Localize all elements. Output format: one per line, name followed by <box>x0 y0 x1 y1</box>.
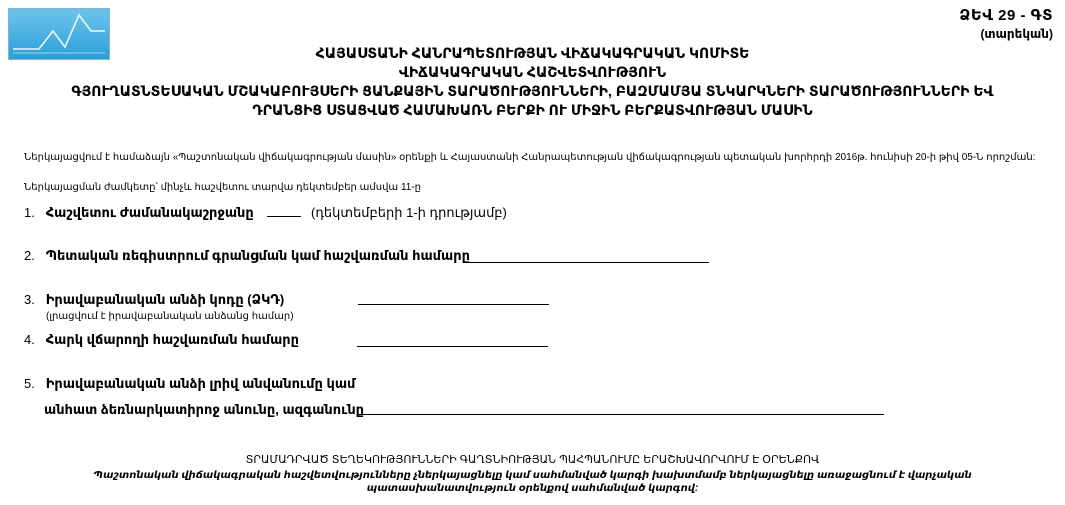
confidentiality-notice: ՏՐԱՄԱԴՐՎԱԾ ՏԵՂԵԿՈՒԹՅՈՒՆՆԵՐԻ ԳԱՂՏՆԻՈՒԹՅԱՆ ՊԱՀՊԱՆՈՒՄԸ ԵՐԱՇԽԱՎՈՐՎՈՒՄ Է ՕՐԵՆՔՈՎ <box>245 454 820 466</box>
item-number: 4. <box>24 332 35 347</box>
item-reporting-period <box>24 205 507 221</box>
liability-warning: Պաշտոնական վիճակագրական հաշվետվությունները չներկայացնելը կամ սահմանված կարգի խախտմամբ ներկայացնելը առաջացնում է վարչական պատասխանատվություն օրենքով սահմանված կարգով: <box>93 470 972 494</box>
legal-entity-code-note: (լրացվում է իրավաբանական անձանց համար) <box>46 311 294 322</box>
header-line-4: ԴՐԱՆՑԻՑ ՍՏԱՑՎԱԾ ՀԱՄԱԽԱՌՆ ԲԵՐՔԻ ՈՒ ՄԻՋԻՆ ԲԵՐՔԱՏՎՈՒԹՅԱՆ ՄԱՍԻՆ <box>252 102 813 118</box>
legal-entity-code-field[interactable] <box>358 304 549 305</box>
page-title <box>0 44 1065 120</box>
item-number: 2. <box>24 248 35 263</box>
form-period: (տարեկան) <box>980 27 1053 42</box>
item-label: Պետական ռեգիստրում գրանցման կամ հաշվառման համարը <box>45 248 470 263</box>
item-label: Հաշվետու ժամանակաշրջանը <box>45 205 254 220</box>
header-line-1: ՀԱՅԱՍՏԱՆԻ ՀԱՆՐԱՊԵՏՈՒԹՅԱՆ ՎԻՃԱԿԱԳՐԱԿԱՆ ԿՈՄԻՏԵ <box>315 45 750 61</box>
item-label: Իրավաբանական անձի լրիվ անվանումը կամ <box>45 376 356 391</box>
entity-name-field[interactable] <box>358 414 884 415</box>
registration-number-field[interactable] <box>465 262 709 263</box>
header-line-3: ԳՅՈՒՂԱՏՆՏԵՍԱԿԱՆ ՄՇԱԿԱԲՈՒՅՍԵՐԻ ՑԱՆՔԱՅԻՆ ՏԱՐԱԾՈՒԹՅՈՒՆՆԵՐԻ, ԲԱԶՄԱՄՅԱ ՏՆԿԱՐԿՆԵՐԻ ՏԱՐԱԾՈՒԹՅՈՒՆՆԵՐԻ ԵՎ <box>71 83 994 99</box>
item-number: 3. <box>24 292 35 307</box>
item-number: 1. <box>24 205 35 220</box>
item-entity-name-line2 <box>44 402 364 418</box>
item-registration-number <box>24 248 470 264</box>
reporting-period-field[interactable] <box>267 216 301 217</box>
form-code-block <box>959 6 1053 42</box>
intro-legal-basis: Ներկայացվում է համաձայն «Պաշտոնական վիճակագրության մասին» օրենքի և Հայաստանի Հանրապետության վիճակագրության պետական խորհրդի 2016թ. հունիսի 20-ի թիվ 05-Ն որոշման: <box>24 152 1036 163</box>
form-code: ՁԵՎ 29 - ԳՏ <box>959 7 1053 24</box>
item-taxpayer-number <box>24 332 299 348</box>
item-entity-name <box>24 376 355 392</box>
taxpayer-number-field[interactable] <box>357 346 548 347</box>
item-label: Իրավաբանական անձի կոդը (ՁԿԴ) <box>45 292 285 307</box>
item-number: 5. <box>24 376 35 391</box>
item-label: Հարկ վճարողի հաշվառման համարը <box>45 332 299 347</box>
item-suffix: (դեկտեմբերի 1-ի դրությամբ) <box>310 205 507 220</box>
item-label-2: անհատ ձեռնարկատիրոջ անունը, ազգանունը <box>44 402 365 417</box>
item-legal-entity-code <box>24 292 284 308</box>
intro-deadline: Ներկայացման ժամկետը՝ մինչև հաշվետու տարվա դեկտեմբեր ամսվա 11-ը <box>24 182 421 193</box>
header-line-2: ՎԻՃԱԿԱԳՐԱԿԱՆ ՀԱՇՎԵՏՎՈՒԹՅՈՒՆ <box>398 64 667 80</box>
